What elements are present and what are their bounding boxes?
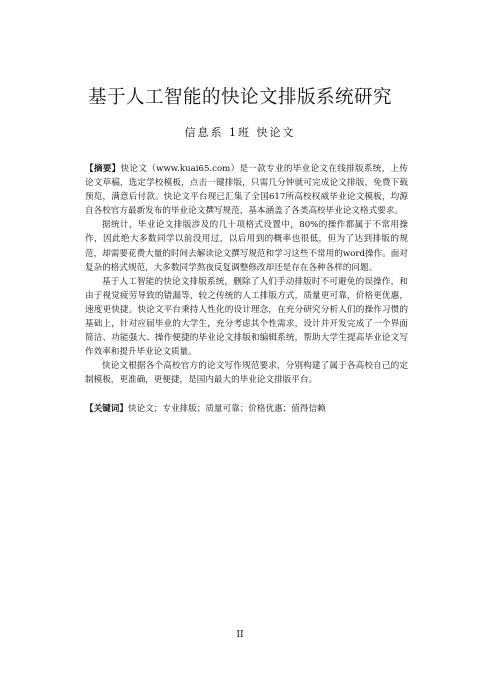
abstract-paragraph-4: 快论文根据各个高校官方的论文写作规范要求，分别构建了属于各高校自己的定制模板，更准确，更便捷，是国内最大的毕业论文排版平台。 <box>85 361 408 386</box>
keywords-text: 快论文；专业排版；质量可靠；价格优惠；值得信赖 <box>127 403 326 414</box>
abstract-paragraph-1 <box>85 162 408 218</box>
keywords-line <box>85 402 408 416</box>
abstract-paragraph-2: 据统计，毕业论文排版涉及的几十项格式设置中，80%的操作都属于不常用操作，因此绝大多数同学以前没用过，以后用到的概率也很低，但为了达到排版的规范，却需要花费大量的时间去解读论文撰写规范和学习这些不常用的word操作。面对复杂的格式规范，大多数同学熬夜反复调整修改却还是存在各种各样的问题。 <box>85 220 408 273</box>
page-number: II <box>236 630 244 640</box>
abstract-text-1: 快论文（www.kuai65.com）是一款专业的毕业论文在线排版系统，上传论文草稿，选定学校模板，点击一键排版，只需几分钟就可完成论文排版，免费下载预览，满意后付款。快论文平台现已汇集了全国617所高校权威毕业论文模板，均源自各校官方最新发布的毕业论文撰写规范，基本涵盖了各类高校毕业论文格式要求。 <box>85 164 408 217</box>
page-title: 基于人工智能的快论文排版系统研究 <box>87 87 392 108</box>
keywords-label: 【关键词】 <box>85 403 128 414</box>
abstract-label: 【摘要】 <box>85 164 121 174</box>
author-line: 信息系 1班 快论文 <box>184 126 296 139</box>
abstract-section <box>85 162 408 416</box>
abstract-paragraph-3: 基于人工智能的快论文排版系统，删除了人们手动排版时不可避免的误操作，和由于视觉疲劳导致的错漏等，较之传统的人工排版方式，质量更可靠，价格更优惠，速度更快捷。快论文平台秉持人性化的设计理念，在充分研究分析人们的操作习惯的基础上，针对应届毕业的大学生，充分考虑其个性需求，设计并开发完成了一个界面简洁、功能强大、操作便捷的毕业论文排版和编辑系统，帮助大学生提高毕业论文写作效率和提升毕业论文质量。 <box>85 276 408 358</box>
